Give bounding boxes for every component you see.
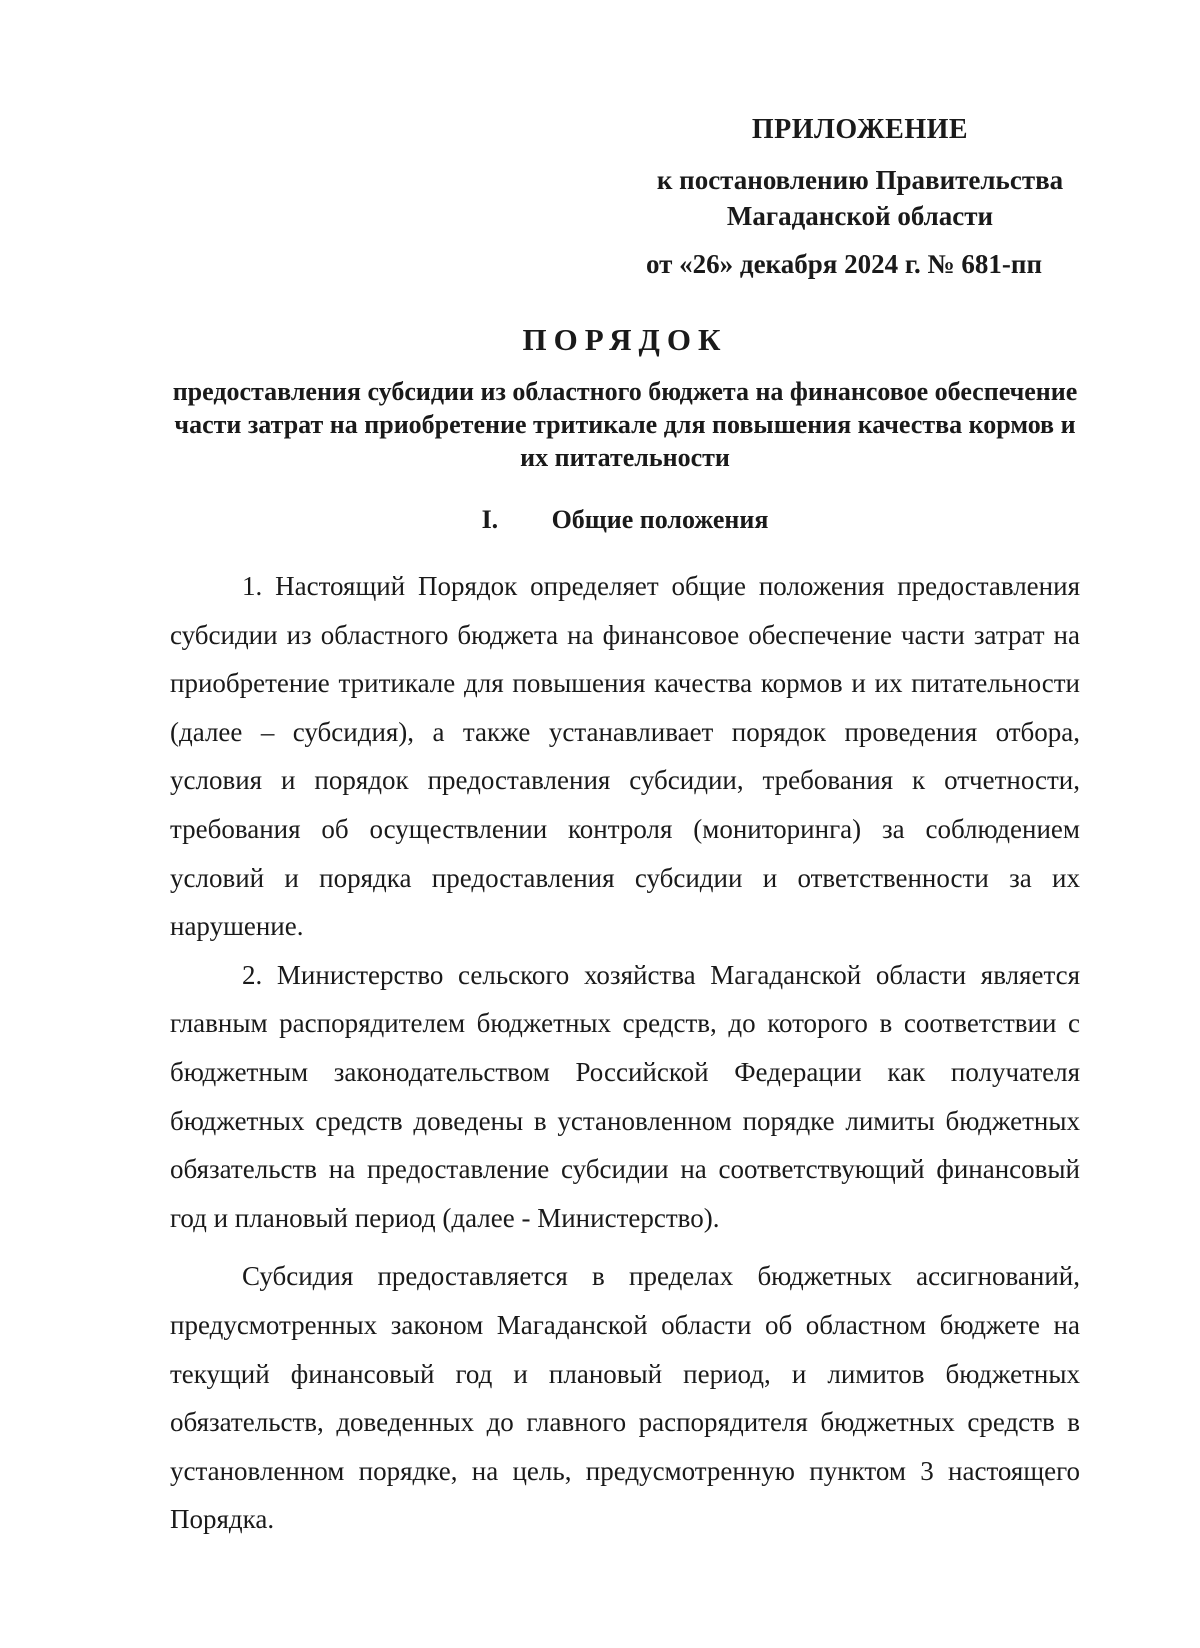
appendix-date-line: от «26» декабря 2024 г. № 681-пп <box>646 249 1043 279</box>
document-title: ПОРЯДОК <box>522 322 728 357</box>
document-subtitle: предоставления субсидии из областного бюджета на финансовое обеспечение части затрат на приобретение тритикале для повышения качества кормов и их питательности <box>172 377 1078 472</box>
appendix-title: ПРИЛОЖЕНИЕ <box>751 114 969 145</box>
appendix-line-1: к постановлению Правительства <box>656 165 1064 195</box>
section-number: I. <box>481 505 499 534</box>
section-title: Общие положения <box>551 505 769 534</box>
paragraph-3: Субсидия предоставляется в пределах бюджетных ассигнований, предусмотренных законом Магаданской области об областном бюджете на текущий финансовый год и плановый период, и лимитов бюджетных обязательств, доведенных до главного распорядителя бюджетных средств в установленном порядке, на цель, предусмотренную пунктом 3 настоящего Порядка. <box>170 1261 1080 1535</box>
paragraph-1: 1. Настоящий Порядок определяет общие положения предоставления субсидии из областного бюджета на финансовое обеспечение части затрат на приобретение тритикале для повышения качества кормов и их питательности (далее – субсидия), а также устанавливает порядок проведения отбора, условия и порядок предоставления субсидии, требования к отчетности, требования об осуществлении контроля (мониторинга) за соблюдением условий и порядка предоставления субсидии и ответственности за их нарушение. <box>170 571 1080 942</box>
document-body <box>170 562 1080 1544</box>
paragraph-2: 2. Министерство сельского хозяйства Магаданской области является главным распорядителем бюджетных средств, до которого в соответствии с бюджетным законодательством Российской Федерации как получателя бюджетных средств доведены в установленном порядке лимиты бюджетных обязательств на предоставление субсидии на соответствующий финансовый год и плановый период (далее - Министерство). <box>170 959 1080 1233</box>
appendix-line-2: Магаданской области <box>726 201 994 231</box>
section-heading <box>170 503 1080 537</box>
appendix-header <box>640 112 1080 282</box>
